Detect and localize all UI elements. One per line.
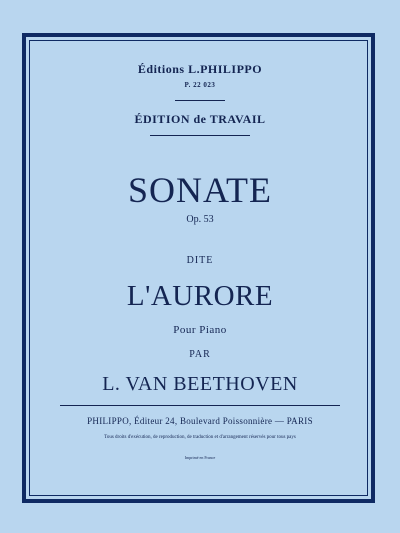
cover-inner-frame — [29, 40, 368, 496]
instrument-label: Pour Piano — [173, 324, 227, 336]
footer-rule — [60, 405, 340, 406]
printed-in-label: Imprimé en France — [184, 455, 216, 460]
catalog-number: P. 22 023 — [184, 81, 216, 89]
work-subtitle: L'AURORE — [126, 280, 274, 312]
edition-label: ÉDITION de TRAVAIL — [134, 112, 266, 126]
divider-rule — [175, 100, 225, 101]
rights-notice-text: Tous droits d'exécution, de reproduction, de traduction et d'arrangement réservés pour tous pays — [104, 435, 296, 440]
opus-number: Op. 53 — [186, 214, 214, 225]
work-title: SONATE — [127, 170, 272, 210]
dite-label: DITE — [186, 255, 214, 266]
composer-name: L. VAN BEETHOVEN — [102, 373, 298, 395]
par-label: PAR — [189, 349, 211, 360]
divider-rule — [150, 135, 250, 136]
publisher-name: Éditions L.PHILIPPO — [137, 62, 263, 76]
publisher-imprint: PHILIPPO, Éditeur 24, Boulevard Poissonnière — PARIS — [87, 416, 313, 426]
rights-notice — [0, 434, 400, 441]
